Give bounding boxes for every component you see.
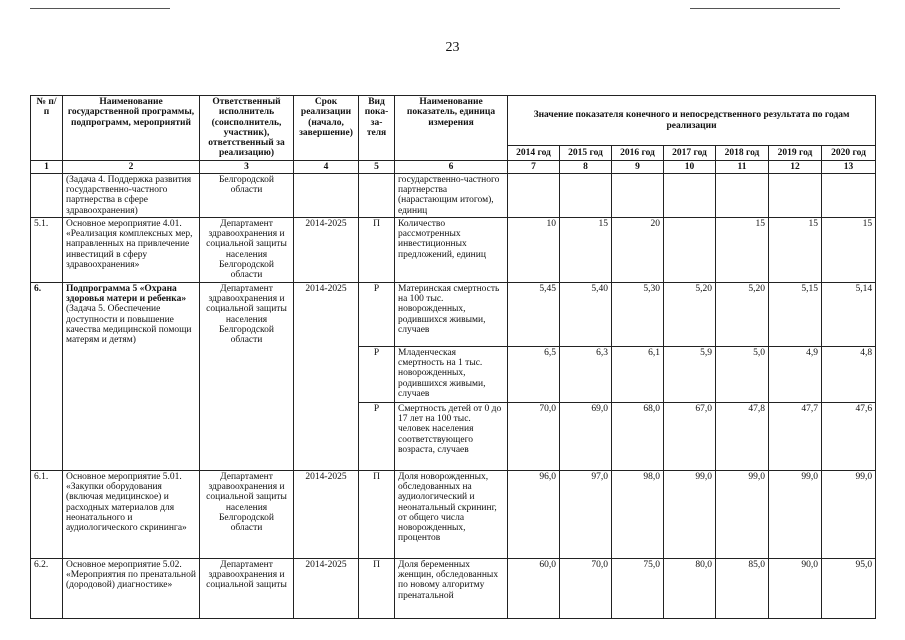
header-type: Вид пока- за- теля	[359, 96, 395, 161]
row-indicator: Количество рассмотренных инвестиционных предложений, единиц	[395, 217, 508, 282]
subprogram-task: (Задача 5. Обеспечение доступности и повышение качества медицинской помощи матерям и детям)	[66, 304, 192, 345]
row-number	[31, 173, 63, 217]
col-number: 7	[508, 160, 560, 173]
col-number: 2	[63, 160, 200, 173]
value-2019: 47,7	[769, 402, 822, 470]
top-rule-left	[30, 8, 170, 9]
row-type: Р	[359, 282, 395, 346]
row-name	[63, 282, 200, 470]
table-row	[31, 217, 876, 282]
header-year-2017: 2017 год	[664, 146, 716, 161]
value-2014: 6,5	[508, 346, 560, 402]
value-2017: 67,0	[664, 402, 716, 470]
value-2018: 5,20	[716, 282, 769, 346]
table-row	[31, 558, 876, 618]
row-term	[294, 173, 359, 217]
row-responsible: Белгородской области	[200, 173, 294, 217]
value-2020: 15	[822, 217, 876, 282]
value-2015: 6,3	[560, 346, 612, 402]
top-rule-right	[690, 8, 840, 9]
row-type: П	[359, 470, 395, 558]
row-term: 2014-2025	[294, 470, 359, 558]
row-type	[359, 173, 395, 217]
row-number: 5.1.	[31, 217, 63, 282]
row-name: Основное мероприятие 4.01. «Реализация комплексных мер, направленных на привлечение инвестиций в сферу здравоохранения»	[63, 217, 200, 282]
value-2016	[612, 173, 664, 217]
col-number: 4	[294, 160, 359, 173]
row-number: 6.	[31, 282, 63, 470]
value-2015	[560, 173, 612, 217]
value-2017	[664, 217, 716, 282]
header-year-2015: 2015 год	[560, 146, 612, 161]
value-2014: 5,45	[508, 282, 560, 346]
row-term: 2014-2025	[294, 558, 359, 618]
value-2015: 69,0	[560, 402, 612, 470]
value-2017: 80,0	[664, 558, 716, 618]
row-responsible: Департамент здравоохранения и социальной защиты населения Белгородской области	[200, 470, 294, 558]
col-number: 9	[612, 160, 664, 173]
header-indicator: Наименование показатель, единица измерения	[395, 96, 508, 161]
value-2020: 95,0	[822, 558, 876, 618]
value-2018: 99,0	[716, 470, 769, 558]
header-year-2018: 2018 год	[716, 146, 769, 161]
value-2014: 10	[508, 217, 560, 282]
value-2020: 5,14	[822, 282, 876, 346]
row-name: Основное мероприятие 5.01. «Закупки оборудования (включая медицинское) и расходных материалов для неонатального и аудиологического скрининга»	[63, 470, 200, 558]
row-term: 2014-2025	[294, 282, 359, 470]
value-2020	[822, 173, 876, 217]
row-indicator: государственно-частного партнерства (нарастающим итогом), единиц	[395, 173, 508, 217]
row-term: 2014-2025	[294, 217, 359, 282]
col-number: 5	[359, 160, 395, 173]
value-2019: 90,0	[769, 558, 822, 618]
value-2016: 75,0	[612, 558, 664, 618]
value-2014: 96,0	[508, 470, 560, 558]
value-2016: 20	[612, 217, 664, 282]
value-2020: 47,6	[822, 402, 876, 470]
indicators-table	[30, 95, 876, 619]
header-responsible: Ответственный исполнитель (соисполнитель, участник), ответственный за реализацию)	[200, 96, 294, 161]
value-2019: 4,9	[769, 346, 822, 402]
row-responsible: Департамент здравоохранения и социальной защиты населения Белгородской области	[200, 282, 294, 470]
value-2016: 68,0	[612, 402, 664, 470]
page-number: 23	[445, 40, 460, 55]
row-type: Р	[359, 346, 395, 402]
col-number: 8	[560, 160, 612, 173]
value-2017: 5,9	[664, 346, 716, 402]
col-number: 10	[664, 160, 716, 173]
value-2018	[716, 173, 769, 217]
header-no: № п/п	[31, 96, 63, 161]
table-row	[31, 470, 876, 558]
value-2016: 5,30	[612, 282, 664, 346]
col-number: 13	[822, 160, 876, 173]
header-values-group: Значение показателя конечного и непосредственного результата по годам реализации	[508, 96, 876, 146]
value-2014	[508, 173, 560, 217]
row-type: П	[359, 558, 395, 618]
row-indicator: Материнская смертность на 100 тыс. новорожденных, родившихся живыми, случаев	[395, 282, 508, 346]
value-2020: 99,0	[822, 470, 876, 558]
table-row	[31, 282, 876, 346]
row-number: 6.1.	[31, 470, 63, 558]
row-type: Р	[359, 402, 395, 470]
row-indicator: Доля беременных женщин, обследованных по новому алгоритму пренатальной	[395, 558, 508, 618]
value-2015: 15	[560, 217, 612, 282]
column-numbers-row	[31, 160, 876, 173]
subprogram-title: Подпрограмма 5 «Охрана здоровья матери и ребенка»	[66, 283, 187, 304]
value-2019: 99,0	[769, 470, 822, 558]
row-responsible: Департамент здравоохранения и социальной защиты	[200, 558, 294, 618]
col-number: 11	[716, 160, 769, 173]
value-2020: 4,8	[822, 346, 876, 402]
row-indicator: Смертность детей от 0 до 17 лет на 100 тыс. человек населения соответствующего возраста, случаев	[395, 402, 508, 470]
col-number: 12	[769, 160, 822, 173]
value-2019	[769, 173, 822, 217]
value-2017	[664, 173, 716, 217]
value-2017: 99,0	[664, 470, 716, 558]
value-2018: 85,0	[716, 558, 769, 618]
value-2019: 15	[769, 217, 822, 282]
value-2019: 5,15	[769, 282, 822, 346]
table-row	[31, 173, 876, 217]
row-type: П	[359, 217, 395, 282]
header-year-2014: 2014 год	[508, 146, 560, 161]
header-year-2019: 2019 год	[769, 146, 822, 161]
header-term: Срок реализации (начало, завершение)	[294, 96, 359, 161]
row-number: 6.2.	[31, 558, 63, 618]
value-2015: 97,0	[560, 470, 612, 558]
row-name: (Задача 4. Поддержка развития государственно-частного партнерства в сфере здравоохранения)	[63, 173, 200, 217]
header-year-2016: 2016 год	[612, 146, 664, 161]
value-2015: 5,40	[560, 282, 612, 346]
value-2017: 5,20	[664, 282, 716, 346]
col-number: 6	[395, 160, 508, 173]
col-number: 1	[31, 160, 63, 173]
value-2018: 47,8	[716, 402, 769, 470]
value-2018: 5,0	[716, 346, 769, 402]
value-2016: 6,1	[612, 346, 664, 402]
value-2018: 15	[716, 217, 769, 282]
row-indicator: Младенческая смертность на 1 тыс. новорожденных, родившихся живыми, случаев	[395, 346, 508, 402]
value-2014: 60,0	[508, 558, 560, 618]
row-indicator: Доля новорожденных, обследованных на аудиологический и неонатальный скрининг, от общего числа новорожденных, процентов	[395, 470, 508, 558]
row-responsible: Департамент здравоохранения и социальной защиты населения Белгородской области	[200, 217, 294, 282]
header-name: Наименование государственной программы, подпрограмм, мероприятий	[63, 96, 200, 161]
col-number: 3	[200, 160, 294, 173]
value-2016: 98,0	[612, 470, 664, 558]
value-2015: 70,0	[560, 558, 612, 618]
value-2014: 70,0	[508, 402, 560, 470]
row-name: Основное мероприятие 5.02. «Мероприятия по пренатальной (дородовой) диагностике»	[63, 558, 200, 618]
header-year-2020: 2020 год	[822, 146, 876, 161]
